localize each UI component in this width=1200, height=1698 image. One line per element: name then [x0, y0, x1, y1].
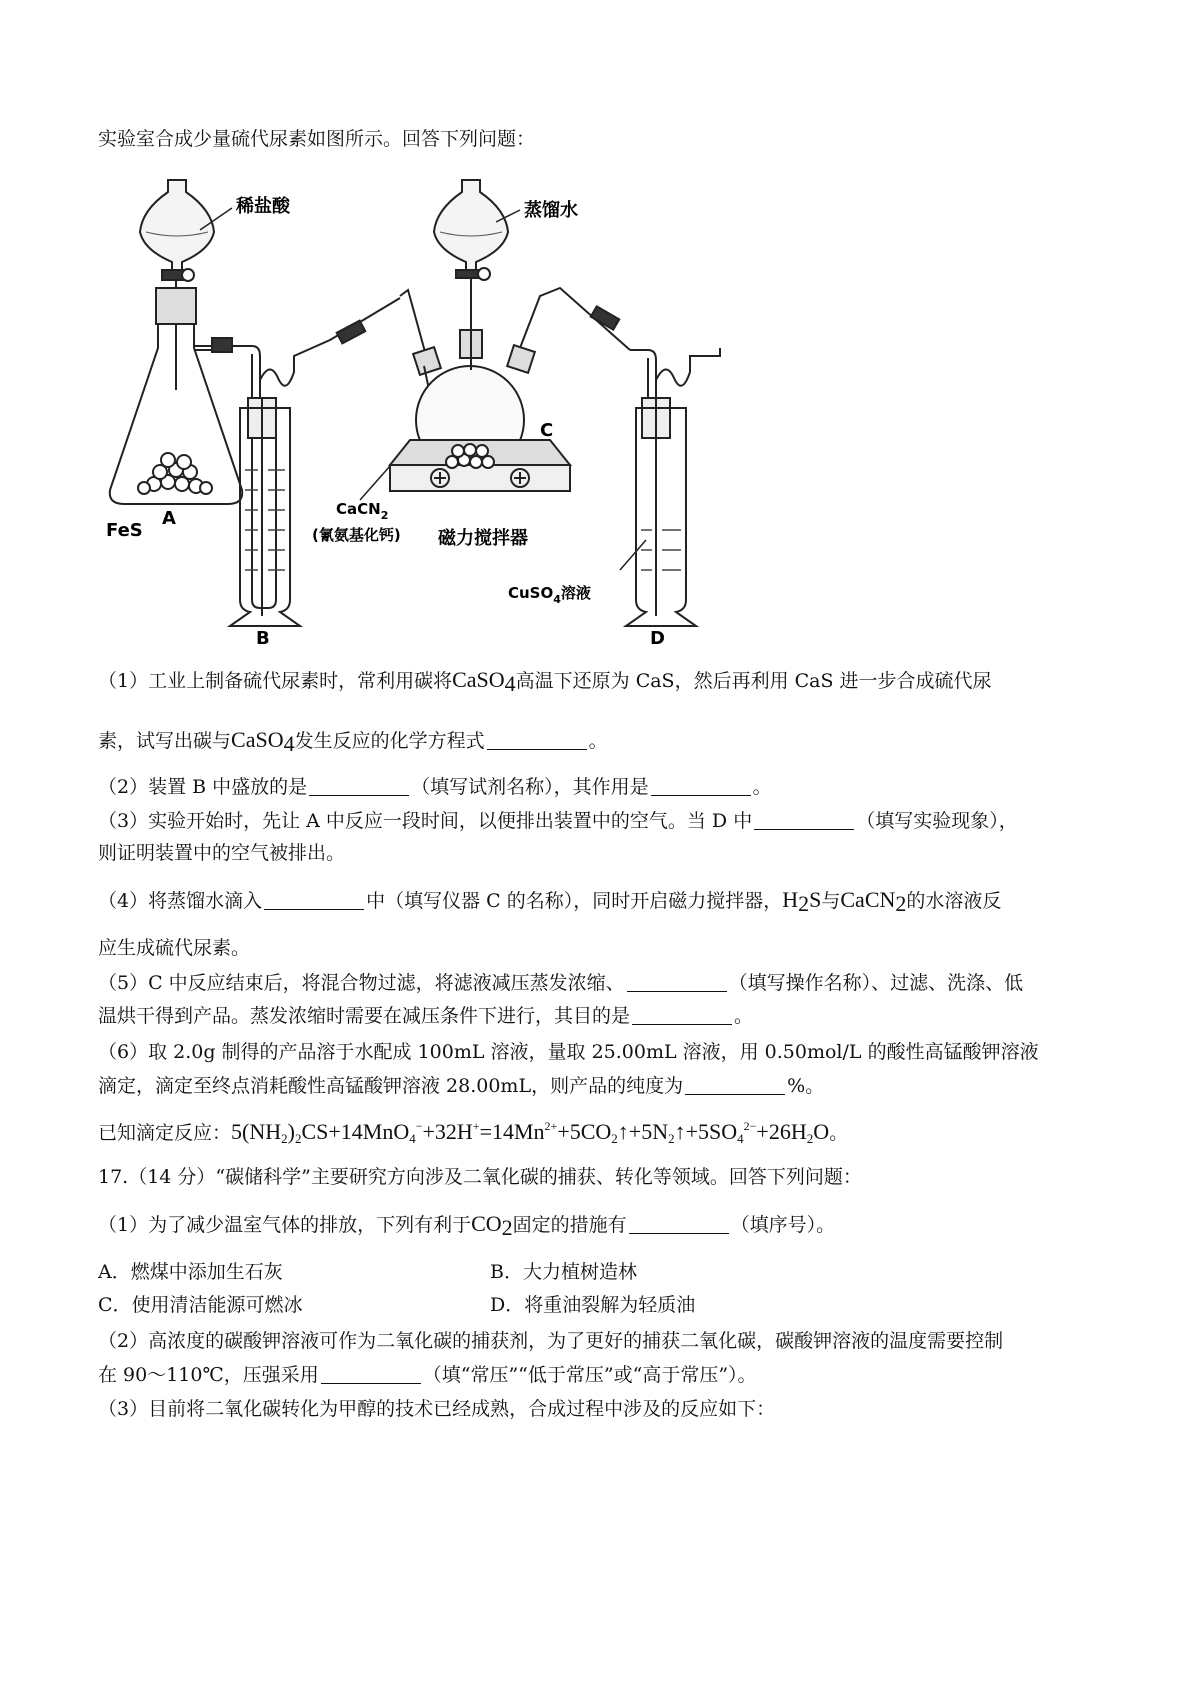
fes-solid [138, 453, 212, 494]
titration-equation: 已知滴定反应：$5(NH_2)_2CS+14MnO_4^-+32H^+=14Mn^{2+}+5CO_2↑+5N_2↑+5SO_4^{2-}+26H_2O$。 [98, 1119, 849, 1146]
q1-line2: 素，试写出碳与CaSO$_4$发生反应的化学方程式 。 [98, 727, 608, 756]
label-b: B [256, 628, 270, 649]
label-stirrer: 磁力搅拌器 [438, 528, 528, 549]
label-d: D [650, 628, 665, 649]
q4-line2: 应生成硫代尿素。 [98, 937, 251, 959]
answer-blank-q1[interactable] [487, 731, 587, 750]
q4-line1: （4）将蒸馏水滴入 中（填写仪器 C 的名称），同时开启磁力搅拌器，$H_2S$与CaCN$_2$的水溶液反 [98, 887, 1002, 916]
label-a: A [162, 508, 176, 529]
option-b: B．大力植树造林 [490, 1261, 637, 1283]
label-c: C [540, 420, 554, 441]
option-d: D．将重油裂解为轻质油 [490, 1294, 696, 1316]
answer-blank-q4[interactable] [264, 891, 364, 910]
cacn2-solid [446, 444, 494, 468]
q2-line: （2）装置 B 中盛放的是 （填写试剂名称），其作用是 。 [98, 776, 772, 798]
option-a: A．燃煤中添加生石灰 [98, 1261, 283, 1283]
q17-sub1: （1）为了减少温室气体的排放，下列有利于$CO_2$固定的措施有 （填序号）。 [98, 1211, 836, 1240]
q1-line1: （1）工业上制备硫代尿素时，常利用碳将CaSO$_4$高温下还原为 CaS，然后再利用 CaS 进一步合成硫代尿 [98, 667, 992, 696]
q17-sub3: （3）目前将二氧化碳转化为甲醇的技术已经成熟，合成过程中涉及的反应如下： [98, 1398, 776, 1420]
q3-line2: 则证明装置中的空气被排出。 [98, 842, 346, 864]
q3-line1: （3）实验开始时，先让 A 中反应一段时间，以便排出装置中的空气。当 D 中 （填写实验现象）， [98, 810, 1018, 832]
q17-sub2-line2: 在 90～110℃，压强采用 （填“常压”“低于常压”或“高于常压”）。 [98, 1364, 757, 1386]
label-cacn2: CaCN$_2$ [336, 500, 389, 522]
answer-blank-q5a[interactable] [627, 973, 727, 992]
q6-line2: 滴定，滴定至终点消耗酸性高锰酸钾溶液 28.00mL，则产品的纯度为 %。 [98, 1075, 825, 1097]
label-fes: FeS [106, 520, 143, 541]
label-cacn2-name: (氰氨基化钙) [312, 526, 401, 544]
apparatus-diagram [100, 170, 800, 660]
q17-sub2-line1: （2）高浓度的碳酸钾溶液可作为二氧化碳的捕获剂，为了更好的捕获二氧化碳，碳酸钾溶液的温度需要控制 [98, 1330, 1004, 1352]
answer-blank-q6[interactable] [685, 1076, 785, 1095]
answer-blank-q17-1[interactable] [629, 1215, 729, 1234]
gas-washing-bottle-b [230, 398, 300, 626]
dropping-funnel-a [140, 180, 214, 390]
answer-blank-q5b[interactable] [632, 1006, 732, 1025]
dropping-funnel-c [434, 180, 508, 370]
q5-line1: （5）C 中反应结束后，将混合物过滤，将滤液减压蒸发浓缩、 （填写操作名称）、过滤、洗涤、低 [98, 972, 1024, 994]
intro-text: 实验室合成少量硫代尿素如图所示。回答下列问题： [98, 128, 536, 150]
answer-blank-q3[interactable] [754, 811, 854, 830]
answer-blank-q2b[interactable] [651, 777, 751, 796]
q5-line2: 温烘干得到产品。蒸发浓缩时需要在减压条件下进行，其目的是 。 [98, 1005, 754, 1027]
option-c: C．使用清洁能源可燃冰 [98, 1294, 303, 1316]
q17-title: 17.（14 分）“碳储科学”主要研究方向涉及二氧化碳的捕获、转化等领域。回答下列问题： [98, 1166, 862, 1188]
gas-washing-bottle-d [626, 398, 696, 626]
answer-blank-q2a[interactable] [309, 777, 409, 796]
label-water: 蒸馏水 [524, 200, 578, 221]
answer-blank-q17-2[interactable] [321, 1365, 421, 1384]
label-hcl: 稀盐酸 [236, 196, 290, 217]
label-cuso4: CuSO$_4$溶液 [508, 584, 591, 606]
q6-line1: （6）取 2.0g 制得的产品溶于水配成 100mL 溶液，量取 25.00mL 溶液，用 0.50mol/L 的酸性高锰酸钾溶液 [98, 1041, 1039, 1063]
